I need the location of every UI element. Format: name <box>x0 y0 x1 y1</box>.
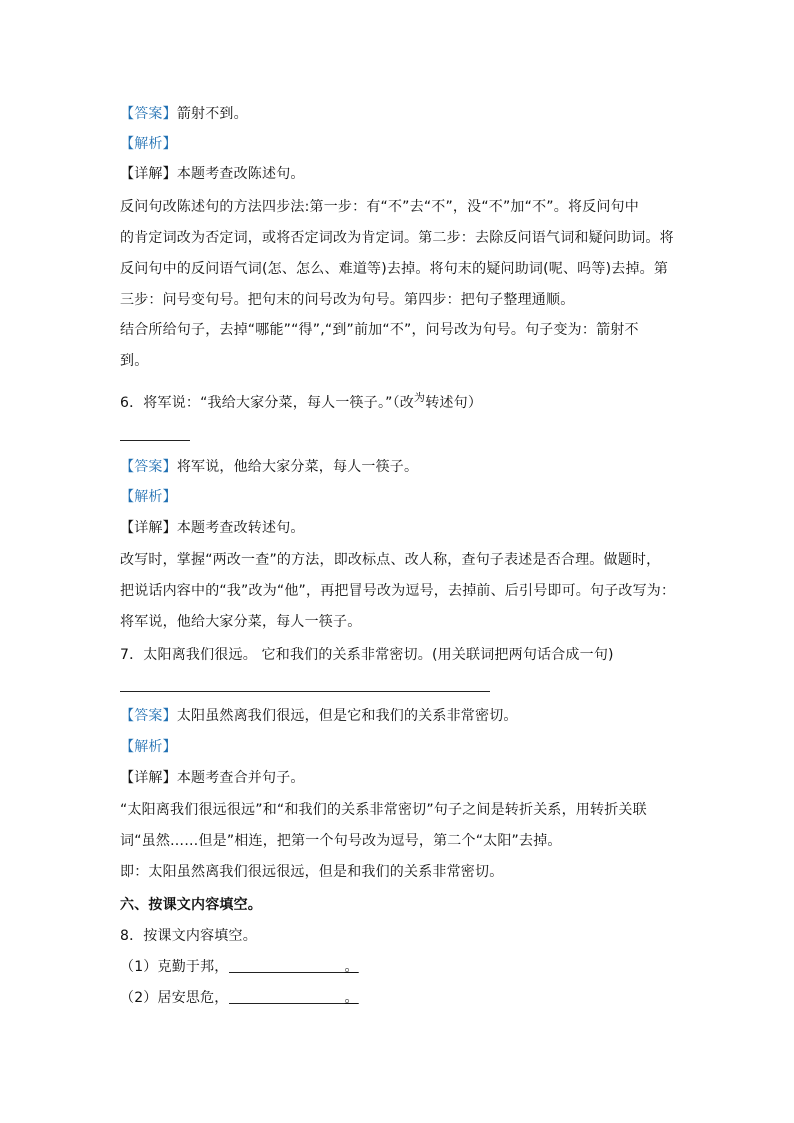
q6-stem <box>120 393 680 413</box>
q5-detail-text: 本题考查改陈述句。 <box>176 166 305 182</box>
q5-explanation-line-1: 反问句改陈述句的方法四步法:第一步：有“不”去“不”，没“不”加“不”。将反问句中 <box>120 199 639 215</box>
q8-item-1-blank <box>229 958 345 973</box>
q7-answer-text: 太阳虽然离我们很远，但是它和我们的关系非常密切。 <box>176 708 518 724</box>
q6-answer-blank <box>120 440 190 441</box>
q8-item-2-end: 。 <box>344 990 359 1006</box>
q6-detail-line <box>120 518 680 538</box>
q5-explanation-line-2: 的肯定词改为否定词，或将否定词改为肯定词。第二步：去除反问语气词和疑问助词。将 <box>120 230 674 246</box>
q8-item-1-text: （1）克勤于邦， <box>120 959 229 975</box>
answer-tag: 【答案】 <box>120 106 177 122</box>
q6-explanation-line-1: 改写时，掌握“两改一查”的方法，即改标点、改人称，查句子表述是否合理。做题时， <box>120 552 661 568</box>
q8-item-2 <box>120 988 680 1008</box>
q7-detail-text: 本题考查合并句子。 <box>176 770 305 786</box>
analysis-tag: 【解析】 <box>120 489 177 505</box>
q5-explanation-line-5: 结合所给句子，去掉“哪能”“得”,“到”前加“不”，问号改为句号。句子变为：箭射不 <box>120 322 639 338</box>
q5-answer-text: 箭射不到 <box>176 106 234 122</box>
q6-stem-tail: 转述句） <box>425 395 483 411</box>
analysis-tag: 【解析】 <box>120 739 177 755</box>
q7-detail-line <box>120 768 680 788</box>
q8-item-2-text: （2）居安思危， <box>120 990 229 1006</box>
q6-stem-main: 6．将军说：“我给大家分菜，每人一筷子。”（改 <box>120 395 415 411</box>
q7-explanation-line-3: 即：太阳虽然离我们很远很远，但是和我们的关系非常密切。 <box>120 864 504 880</box>
q8-stem: 8．按课文内容填空。 <box>120 928 257 944</box>
q5-detail-line <box>120 164 680 184</box>
q6-stem-raised: 为 <box>414 391 426 404</box>
q8-item-1-end: 。 <box>344 959 359 975</box>
detail-tag: 【详解】 <box>120 770 177 786</box>
q7-answer-line <box>120 706 680 726</box>
q5-answer-end: 。 <box>233 106 248 122</box>
q6-detail-text: 本题考查改转述句。 <box>176 520 305 536</box>
q7-explanation-line-1: “太阳离我们很远很远”和“和我们的关系非常密切”句子之间是转折关系，用转折关联 <box>120 802 647 818</box>
q8-item-2-blank <box>229 989 345 1004</box>
q5-explanation-line-4: 三步：问号变句号。把句末的问号改为句号。第四步：把句子整理通顺。 <box>120 292 575 308</box>
answer-tag: 【答案】 <box>120 459 177 475</box>
q6-answer-line <box>120 457 680 477</box>
detail-tag: 【详解】 <box>120 520 177 536</box>
q5-answer-line <box>120 104 680 124</box>
q7-analysis-line <box>120 737 680 757</box>
q5-analysis-line <box>120 134 680 154</box>
q5-explanation-line-6: 到。 <box>120 353 149 369</box>
q8-item-1 <box>120 957 680 977</box>
q6-explanation-line-3: 将军说，他给大家分菜，每人一筷子。 <box>120 614 362 630</box>
q7-stem: 7．太阳离我们很远。 它和我们的关系非常密切。(用关联词把两句话合成一句) <box>120 647 614 663</box>
detail-tag: 【详解】 <box>120 166 177 182</box>
q6-analysis-line <box>120 487 680 507</box>
q6-explanation-line-2: 把说话内容中的“我”改为“他”，再把冒号改为逗号，去掉前、后引号即可。句子改写为： <box>120 583 676 599</box>
analysis-tag: 【解析】 <box>120 136 177 152</box>
q6-answer-text: 将军说，他给大家分菜，每人一筷子。 <box>176 459 419 475</box>
q7-answer-blank <box>120 691 490 692</box>
answer-tag: 【答案】 <box>120 708 177 724</box>
section-heading: 六、按课文内容填空。 <box>120 897 262 913</box>
q5-explanation-line-3: 反问句中的反问语气词(怎、怎么、难道等)去掉。将句末的疑问助词(呢、吗等)去掉。第 <box>120 261 669 277</box>
q7-explanation-line-2: 词“虽然……但是”相连，把第一个句号改为逗号，第二个“太阳”去掉。 <box>120 833 562 849</box>
